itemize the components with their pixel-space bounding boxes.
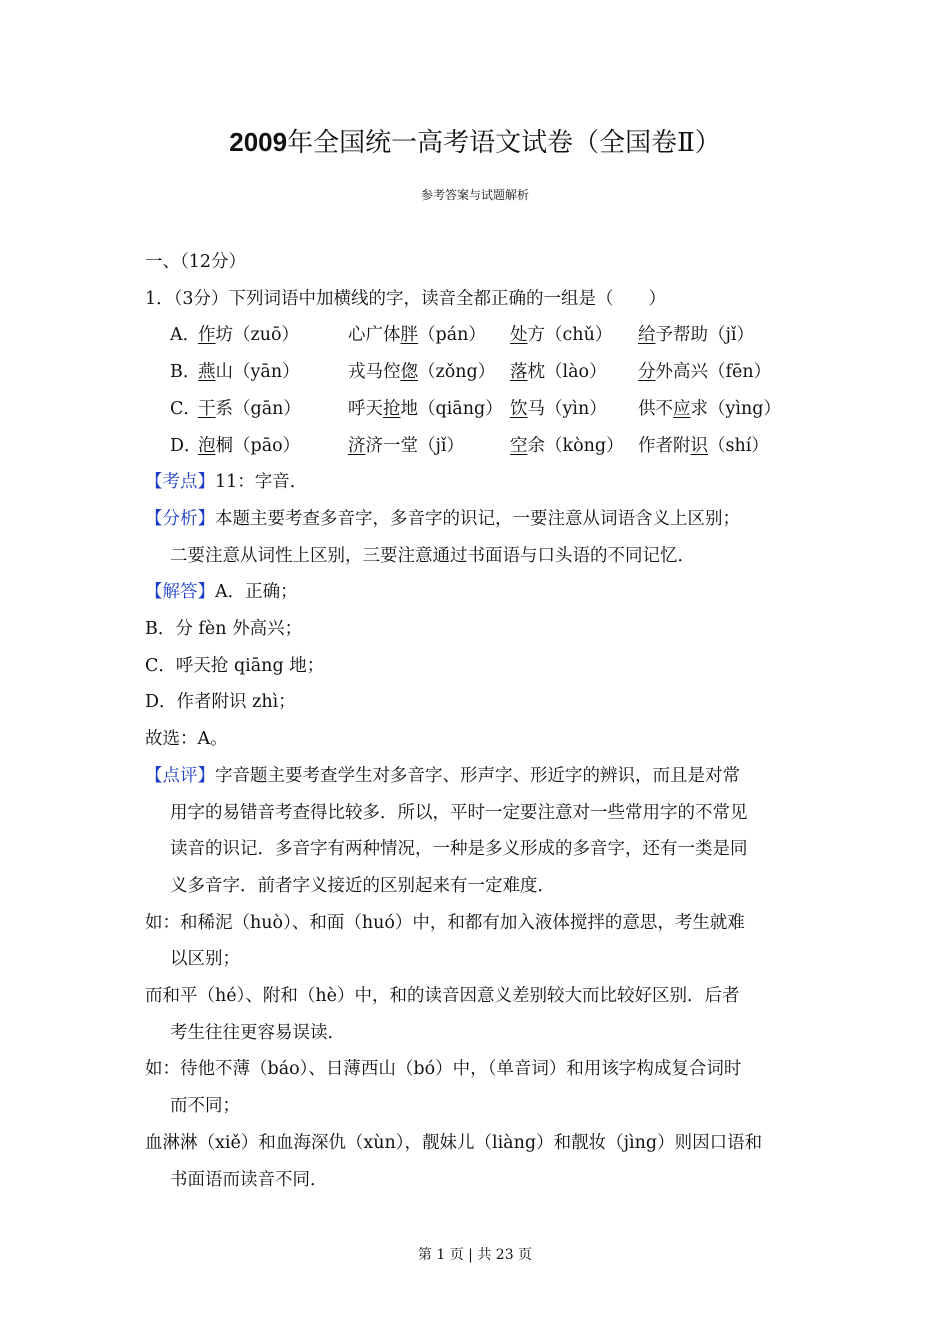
example-line: 而和平（hé）、附和（hè）中，和的读音因意义差别较大而比较好区别．后者 [145, 986, 740, 1007]
title-text: 年全国统一高考语文试卷（全国卷Ⅱ） [287, 128, 721, 158]
answer-line: C．呼天抢 qiāng 地； [145, 655, 325, 676]
option-word [348, 391, 510, 428]
example-line: 考生往往更容易误读． [170, 1022, 345, 1043]
option-word [348, 354, 510, 391]
underlined-char: 分 [638, 362, 656, 383]
option-d [145, 428, 815, 465]
option-a [145, 317, 815, 354]
word-text: 戎马倥 [348, 362, 401, 383]
jieda-text: A．正确； [215, 582, 298, 603]
example-line: 以区别； [170, 949, 240, 970]
option-word [638, 428, 769, 465]
word-text: 外高兴（fēn） [655, 362, 772, 383]
section-heading: 一、（12分） [145, 252, 247, 272]
option-letter: D． [170, 435, 202, 456]
option-c [145, 391, 815, 428]
word-text: 地（qiāng） [400, 398, 503, 419]
option-word [198, 317, 348, 354]
word-text: 枕（lào） [527, 362, 607, 383]
underlined-char: 济 [348, 435, 366, 456]
word-text: 山（yān） [215, 362, 300, 383]
underlined-char: 落 [510, 362, 528, 383]
underlined-char: 给 [638, 325, 656, 346]
word-text: 马（yìn） [527, 398, 607, 419]
word-text: 坊（zuō） [215, 325, 300, 346]
underlined-char: 作 [198, 325, 216, 346]
kaodian-text: 11：字音． [215, 472, 308, 493]
dianping-tag: 【点评】 [145, 765, 215, 786]
fenxi-text: 本题主要考查多音字，多音字的识记，一要注意从词语含义上区别； [215, 508, 740, 529]
option-word [638, 391, 781, 428]
fenxi [145, 501, 815, 538]
fenxi-tag: 【分析】 [145, 508, 215, 529]
option-word [510, 354, 638, 391]
underlined-char: 干 [198, 398, 216, 419]
question-1: 1．（3分）下列词语中加横线的字，读音全都正确的一组是（ ） [145, 288, 667, 309]
option-word [198, 354, 348, 391]
option-letter: A． [170, 325, 201, 346]
dianping-text: 字音题主要考查学生对多音字、形声字、形近字的辨识，而且是对常 [215, 765, 740, 786]
word-text: 心广体 [348, 325, 401, 346]
word-text: 呼天 [348, 398, 383, 419]
answer-line: 故选：A。 [145, 729, 228, 750]
option-word [638, 354, 771, 391]
option-word [510, 317, 638, 354]
option-letter: B． [170, 362, 201, 383]
option-word [348, 428, 510, 465]
page-footer: 第 1 页 | 共 23 页 [417, 1247, 533, 1263]
underlined-char: 燕 [198, 362, 216, 383]
fenxi-text: 二要注意从词性上区别，三要注意通过书面语与口头语的不同记忆． [170, 545, 695, 566]
answer-line: B．分 fèn 外高兴； [145, 619, 303, 640]
word-text: 作者附 [638, 435, 691, 456]
word-text: 予帮助（jǐ） [655, 325, 755, 346]
option-b [145, 354, 815, 391]
word-text: 余（kòng） [527, 435, 624, 456]
example-line: 书面语而读音不同． [170, 1169, 328, 1190]
word-text: 桐（pāo） [215, 435, 301, 456]
underlined-char: 抢 [383, 398, 401, 419]
option-letter: C． [170, 398, 201, 419]
jieda [145, 574, 815, 611]
word-text: 方（chǔ） [527, 325, 613, 346]
word-text: 济一堂（jǐ） [365, 435, 465, 456]
underlined-char: 胖 [400, 325, 418, 346]
underlined-char: 偬 [400, 362, 418, 383]
options [145, 317, 815, 464]
word-text: 系（gān） [215, 398, 301, 419]
option-word [510, 428, 638, 465]
answer-line: D．作者附识 zhì； [145, 692, 296, 713]
word-text: 求（yìng） [690, 398, 781, 419]
document-body [145, 244, 815, 1198]
title-year: 2009 [229, 127, 288, 157]
jieda-tag: 【解答】 [145, 582, 215, 603]
word-text: （pán） [418, 325, 486, 346]
option-word [198, 391, 348, 428]
example-line: 如：待他不薄（báo）、日薄西山（bó）中，（单音词）和用该字构成复合词时 [145, 1059, 742, 1080]
underlined-char: 处 [510, 325, 528, 346]
dianping-text: 读音的识记．多音字有两种情况，一种是多义形成的多音字，还有一类是同 [170, 839, 748, 860]
dianping-text: 义多音字．前者字义接近的区别起来有一定难度． [170, 875, 555, 896]
example-line: 如：和稀泥（huò）、和面（huó）中，和都有加入液体搅拌的意思，考生就难 [145, 912, 745, 933]
document-title [0, 122, 950, 159]
example-line: 血淋淋（xiě）和血海深仇（xùn），靓妹儿（liàng）和靓妆（jìng）则因口语和 [145, 1132, 763, 1153]
underlined-char: 空 [510, 435, 528, 456]
underlined-char: 泡 [198, 435, 216, 456]
option-word [638, 317, 754, 354]
underlined-char: 饮 [510, 398, 528, 419]
dianping-text: 用字的易错音考查得比较多．所以，平时一定要注意对一些常用字的不常见 [170, 802, 748, 823]
option-word [198, 428, 348, 465]
option-word [510, 391, 638, 428]
subtitle: 参考答案与试题解析 [420, 188, 529, 202]
dianping [145, 758, 815, 795]
underlined-char: 识 [690, 435, 708, 456]
underlined-char: 应 [673, 398, 691, 419]
example-line: 而不同； [170, 1096, 240, 1117]
kaodian-tag: 【考点】 [145, 472, 215, 493]
word-text: （shí） [708, 435, 769, 456]
kaodian [145, 464, 815, 501]
word-text: （zǒng） [418, 362, 496, 383]
word-text: 供不 [638, 398, 673, 419]
option-word [348, 317, 510, 354]
